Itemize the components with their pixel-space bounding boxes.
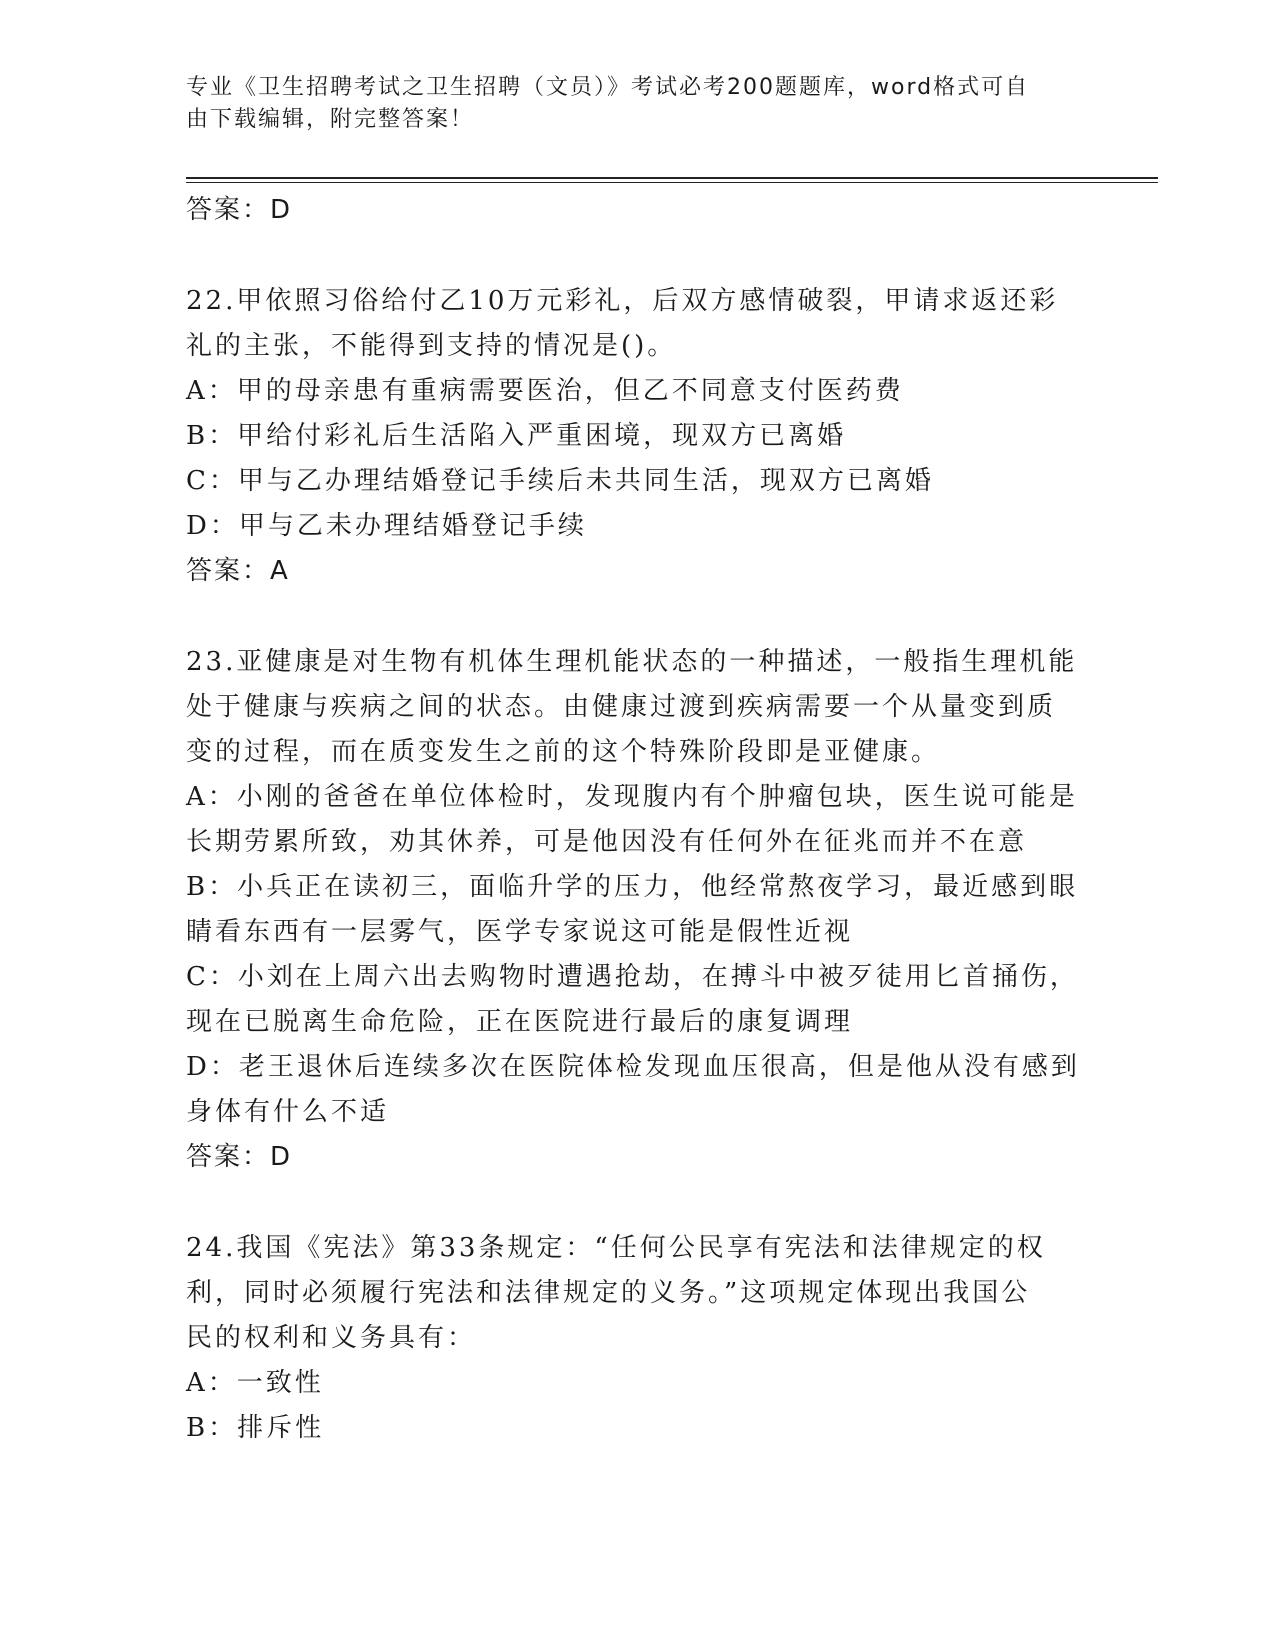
option-b: B：小兵正在读初三，面临升学的压力，他经常熬夜学习，最近感到眼 (186, 872, 1079, 902)
question-stem-line: 处于健康与疾病之间的状态。由健康过渡到疾病需要一个从量变到质 (186, 692, 1057, 722)
document-body (186, 188, 1080, 1451)
question-stem-line: 礼的主张，不能得到支持的情况是()。 (186, 331, 677, 361)
question-stem-line: 变的过程，而在质变发生之前的这个特殊阶段即是亚健康。 (186, 737, 941, 767)
document-header (186, 72, 1066, 136)
header-line-2: 由下载编辑，附完整答案！ (186, 107, 475, 132)
option-a: A：小刚的爸爸在单位体检时，发现腹内有个肿瘤包块，医生说可能是 (186, 782, 1078, 812)
option-d: D：甲与乙未办理结婚登记手续 (186, 511, 587, 541)
answer-22: 答案：A (186, 556, 290, 586)
header-rule-thick (186, 177, 1158, 179)
option-d: D：老王退休后连续多次在医院体检发现血压很高，但是他从没有感到 (186, 1052, 1080, 1082)
option-a-continued: 长期劳累所致，劝其休养，可是他因没有任何外在征兆而并不在意 (186, 827, 1028, 857)
option-a: A：甲的母亲患有重病需要医治，但乙不同意支付医药费 (186, 376, 904, 406)
option-b-continued: 睛看东西有一层雾气，医学专家说这可能是假性近视 (186, 917, 854, 947)
option-c: C：甲与乙办理结婚登记手续后未共同生活，现双方已离婚 (186, 466, 934, 496)
question-stem-line: 24.我国《宪法》第33条规定：“任何公民享有宪法和法律规定的权 (186, 1233, 1046, 1263)
option-c-continued: 现在已脱离生命危险，正在医院进行最后的康复调理 (186, 1007, 854, 1037)
option-c: C：小刘在上周六出去购物时遭遇抢劫，在搏斗中被歹徒用匕首捅伤， (186, 962, 1079, 992)
question-22 (186, 279, 1076, 594)
question-stem-line: 23.亚健康是对生物有机体生理机能状态的一种描述，一般指生理机能 (186, 647, 1078, 677)
option-b: B：甲给付彩礼后生活陷入严重困境，现双方已离婚 (186, 421, 847, 451)
question-stem-line: 22.甲依照习俗给付乙10万元彩礼，后双方感情破裂，甲请求返还彩 (186, 286, 1059, 316)
header-line-1: 专业《卫生招聘考试之卫生招聘（文员）》考试必考200题题库，word格式可自 (186, 75, 1030, 100)
question-23 (186, 640, 1080, 1180)
answer-previous: 答案：D (186, 195, 293, 225)
option-b: B：排斥性 (186, 1413, 325, 1443)
question-stem-line: 民的权利和义务具有： (186, 1323, 477, 1353)
option-d-continued: 身体有什么不适 (186, 1097, 390, 1127)
answer-23: 答案：D (186, 1142, 293, 1172)
header-rule-thin (186, 182, 1158, 183)
spacer (186, 233, 1076, 279)
question-stem-line: 利，同时必须履行宪法和法律规定的义务。”这项规定体现出我国公 (186, 1278, 1031, 1308)
spacer (186, 594, 1076, 640)
option-a: A：一致性 (186, 1368, 324, 1398)
question-24 (186, 1226, 1076, 1451)
spacer (186, 1180, 1076, 1226)
